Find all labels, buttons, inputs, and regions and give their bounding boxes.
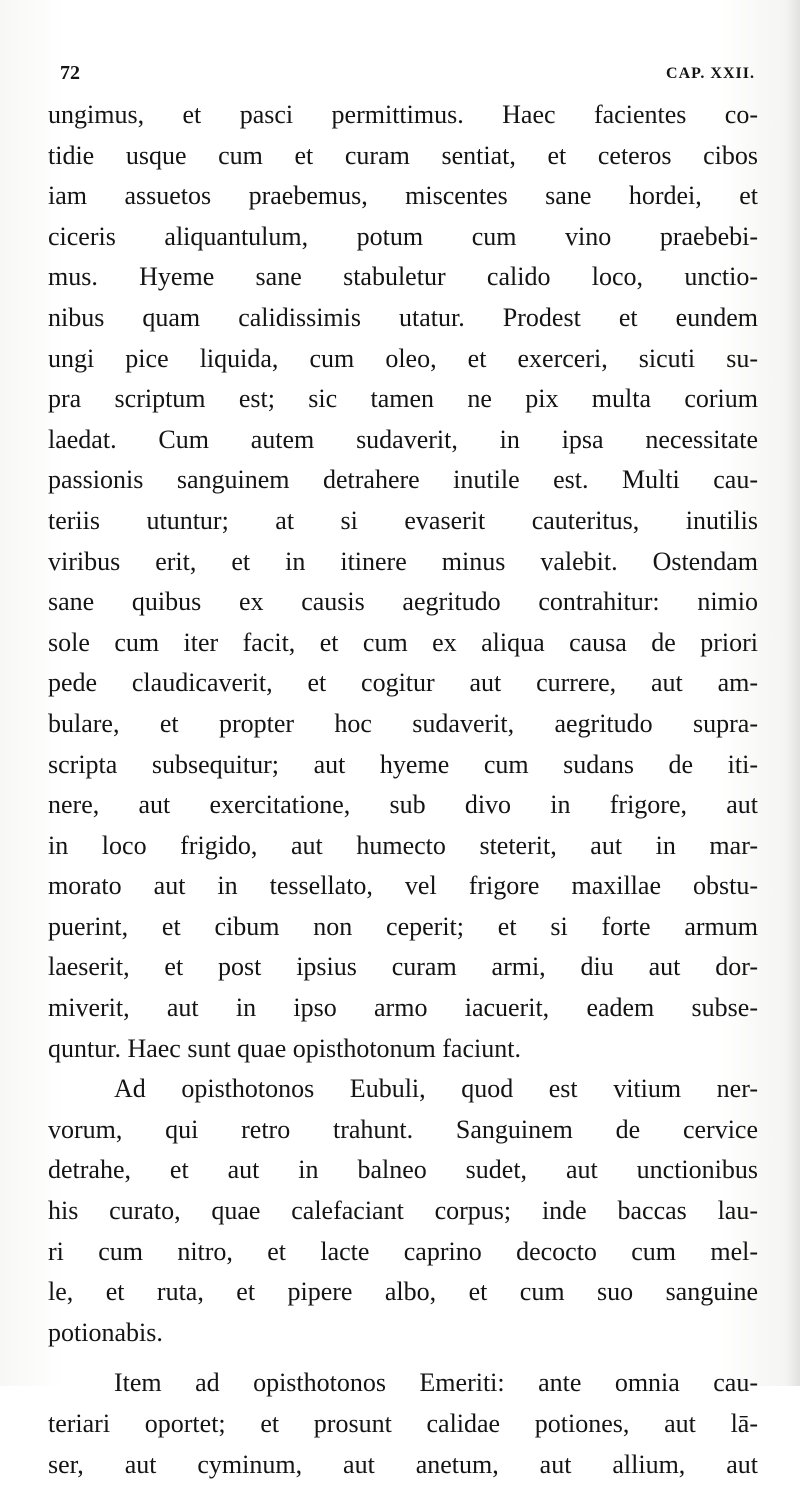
text-line: iam assuetos praebemus, miscentes sane hordei, et bbox=[48, 181, 758, 211]
text-line: nere, aut exercitatione, sub divo in frigore, aut bbox=[48, 790, 758, 820]
text-line: puerint, et cibum non ceperit; et si forte armum bbox=[48, 911, 758, 941]
text-line: laedat. Cum autem sudaverit, in ipsa necessitate bbox=[48, 424, 758, 454]
text-line: laeserit, et post ipsius curam armi, diu aut dor- bbox=[48, 952, 758, 982]
text-line: scripta subsequitur; aut hyeme cum sudans de iti- bbox=[48, 749, 758, 779]
text-line: detrahe, et aut in balneo sudet, aut unctionibus bbox=[48, 1155, 758, 1185]
paragraph-first-line: Item ad opisthotonos Emeriti: ante omnia cau- bbox=[114, 1368, 758, 1398]
text-line: le, et ruta, et pipere albo, et cum suo sanguine bbox=[48, 1277, 758, 1307]
page-edge-shadow bbox=[786, 0, 800, 1386]
text-line: pede claudicaverit, et cogitur aut currere, aut am- bbox=[48, 668, 758, 698]
text-line: potionabis. bbox=[48, 1317, 163, 1347]
body-text bbox=[48, 95, 758, 1485]
text-line: teriari oportet; et prosunt calidae potiones, aut lā- bbox=[48, 1409, 758, 1438]
text-line: ungimus, et pasci permittimus. Haec facientes co- bbox=[48, 100, 758, 129]
page-number: 72 bbox=[60, 62, 80, 84]
text-line: miverit, aut in ipso armo iacuerit, eadem subse- bbox=[48, 993, 758, 1023]
running-head: CAP. XXII. bbox=[666, 65, 755, 82]
text-line: teriis utuntur; at si evaserit cauteritus, inutilis bbox=[48, 505, 758, 535]
text-line: bulare, et propter hoc sudaverit, aegritudo supra- bbox=[48, 708, 758, 738]
text-line: viribus erit, et in itinere minus valebit. Ostendam bbox=[48, 546, 758, 576]
page-header bbox=[60, 62, 755, 92]
text-line: nibus quam calidissimis utatur. Prodest et eundem bbox=[48, 302, 758, 332]
text-line: in loco frigido, aut humecto steterit, aut in mar- bbox=[48, 830, 758, 860]
paragraph-first-line: Ad opisthotonos Eubuli, quod est vitium ner- bbox=[114, 1074, 758, 1104]
text-line: sole cum iter facit, et cum ex aliqua causa de priori bbox=[48, 627, 758, 657]
text-line: ciceris aliquantulum, potum cum vino praebebi- bbox=[48, 221, 758, 251]
text-line: passionis sanguinem detrahere inutile est. Multi cau- bbox=[48, 465, 758, 495]
text-line: ri cum nitro, et lacte caprino decocto cum mel- bbox=[48, 1236, 758, 1266]
text-line: vorum, qui retro trahunt. Sanguinem de cervice bbox=[48, 1114, 758, 1144]
text-line: pra scriptum est; sic tamen ne pix multa corium bbox=[48, 384, 758, 414]
text-line: his curato, quae calefaciant corpus; inde baccas lau- bbox=[48, 1196, 758, 1226]
paragraph-gap bbox=[48, 1353, 758, 1363]
text-line: tidie usque cum et curam sentiat, et ceteros cibos bbox=[48, 140, 758, 170]
text-line: ungi pice liquida, cum oleo, et exerceri, sicuti su- bbox=[48, 343, 758, 373]
text-line: mus. Hyeme sane stabuletur calido loco, unctio- bbox=[48, 262, 758, 292]
text-line: sane quibus ex causis aegritudo contrahitur: nimio bbox=[48, 587, 758, 617]
text-line: ser, aut cyminum, aut anetum, aut allium, aut bbox=[48, 1449, 758, 1479]
text-line: morato aut in tessellato, vel frigore maxillae obstu- bbox=[48, 871, 758, 901]
text-line: quntur. Haec sunt quae opisthotonum faciunt. bbox=[48, 1033, 521, 1063]
